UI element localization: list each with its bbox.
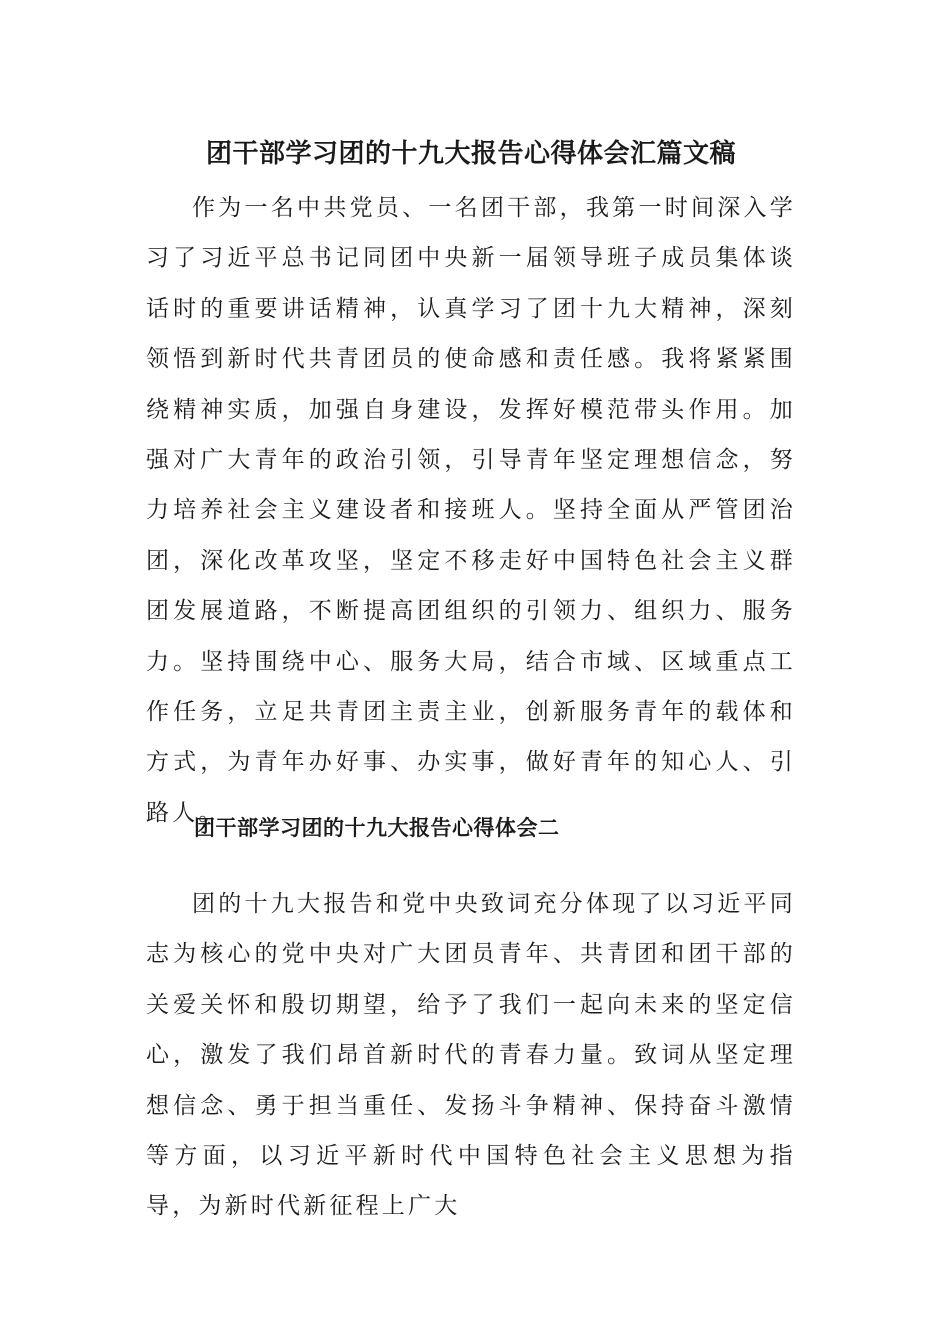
paragraph: 团的十九大报告和党中央致词充分体现了以习近平同志为核心的党中央对广大团员青年、共青团和团干部的关爱关怀和殷切期望，给予了我们一起向未来的坚定信心，激发了我们昂首新时代的青春力量。致词从坚定理想信念、勇于担当重任、发扬斗争精神、保持奋斗激情等方面，以习近平新时代中国特色社会主义思想为指导，为新时代新征程上广大 (146, 891, 796, 1220)
paragraph: 作为一名中共党员、一名团干部，我第一时间深入学习了习近平总书记同团中央新一届领导班子成员集体谈话时的重要讲话精神，认真学习了团十九大精神，深刻领悟到新时代共青团员的使命感和责任感。我将紧紧围绕精神实质，加强自身建设，发挥好模范带头作用。加强对广大青年的政治引领，引导青年坚定理想信念，努力培养社会主义建设者和接班人。坚持全面从严管团治团，深化改革攻坚，坚定不移走好中国特色社会主义群团发展道路，不断提高团组织的引领力、组织力、服务力。坚持围绕中心、服务大局，结合市域、区域重点工作任务，立足共青团主责主业，创新服务青年的载体和方式，为青年办好事、办实事，做好青年的知心人、引路人。 (146, 195, 796, 826)
section-heading: 团干部学习团的十九大报告心得体会二 (194, 816, 560, 840)
document-title: 团干部学习团的十九大报告心得体会汇篇文稿 (205, 139, 736, 169)
